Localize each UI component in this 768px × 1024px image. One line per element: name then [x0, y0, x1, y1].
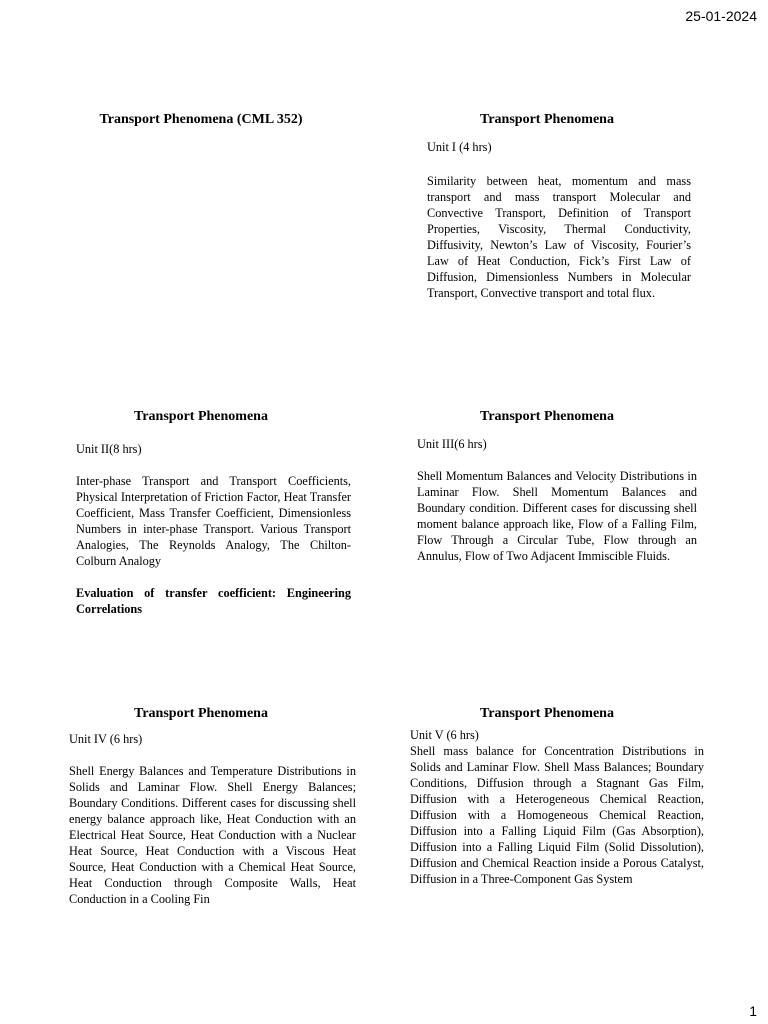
- unit-heading: Unit IV (6 hrs): [69, 732, 143, 746]
- slide-2-unit-1: [420, 104, 710, 354]
- slide-title: Transport Phenomena: [134, 409, 268, 424]
- slide-title: Transport Phenomena: [480, 112, 614, 127]
- slide-3-unit-2: [60, 401, 360, 651]
- slide-4-unit-3: [410, 401, 710, 651]
- unit-heading: Unit II(8 hrs): [76, 442, 142, 456]
- unit-syllabus-text: Shell Energy Balances and Temperature Distributions in Solids and Laminar Flow. Shell Energy Balances; Boundary Conditions. Different cases for discussing shell energy balance approach like, Heat Conduction with an Electrical Heat Source, Heat Conduction with a Nuclear Heat Source, Heat Conduction with a Viscous Heat Source, Heat Conduction with a Chemical Heat Source, Heat Conduction through Composite Walls, Heat Conduction in a Cooling Fin: [69, 764, 356, 906]
- slide-title: Transport Phenomena: [134, 706, 268, 721]
- unit-syllabus-text: Inter-phase Transport and Transport Coefficients, Physical Interpretation of Friction Factor, Heat Transfer Coefficient, Mass Transfer Coefficient, Dimensionless Numbers in inter-phase Transport. Various Transport Analogies, The Reynolds Analogy, The Chilton-Colburn Analogy: [76, 474, 351, 568]
- slide-title: Transport Phenomena (CML 352): [99, 112, 303, 127]
- unit-heading: Unit III(6 hrs): [417, 437, 487, 451]
- slide-5-unit-4: [60, 698, 360, 938]
- slide-title: Transport Phenomena: [480, 409, 614, 424]
- unit-heading: Unit I (4 hrs): [427, 140, 492, 154]
- unit-syllabus-text: Shell mass balance for Concentration Distributions in Solids and Laminar Flow. Shell Mass Balances; Boundary Conditions, Diffusion through a Stagnant Gas Film, Diffusion with a Heterogeneous Chemical Reaction, Diffusion with a Homogeneous Chemical Reaction, Diffusion into a Falling Liquid Film (Gas Absorption), Diffusion into a Falling Liquid Film (Solid Dissolution), Diffusion and Chemical Reaction inside a Porous Catalyst, Diffusion in a Three-Component Gas System: [410, 744, 704, 886]
- slide-title: Transport Phenomena: [480, 706, 614, 721]
- slide-1-course-title: [60, 104, 350, 354]
- unit-heading: Unit V (6 hrs): [410, 728, 479, 742]
- unit-bold-note: Evaluation of transfer coefficient: Engineering Correlations: [76, 586, 351, 616]
- page-number: 1: [749, 1003, 757, 1019]
- slide-6-unit-5: [400, 698, 710, 938]
- document-date: 25-01-2024: [685, 8, 757, 24]
- unit-syllabus-text: Shell Momentum Balances and Velocity Distributions in Laminar Flow. Shell Momentum Balances and Boundary condition. Different cases for discussing shell moment balance approach like, Flow of a Falling Film, Flow Through a Circular Tube, Flow through an Annulus, Flow of Two Adjacent Immiscible Fluids.: [417, 469, 697, 563]
- unit-syllabus-text: Similarity between heat, momentum and mass transport and mass transport Molecular and Convective Transport, Definition of Transport Properties, Viscosity, Thermal Conductivity, Diffusivity, Newton’s Law of Viscosity, Fourier’s Law of Heat Conduction, Fick’s First Law of Diffusion, Dimensionless Numbers in Molecular Transport, Convective transport and total flux.: [427, 174, 691, 300]
